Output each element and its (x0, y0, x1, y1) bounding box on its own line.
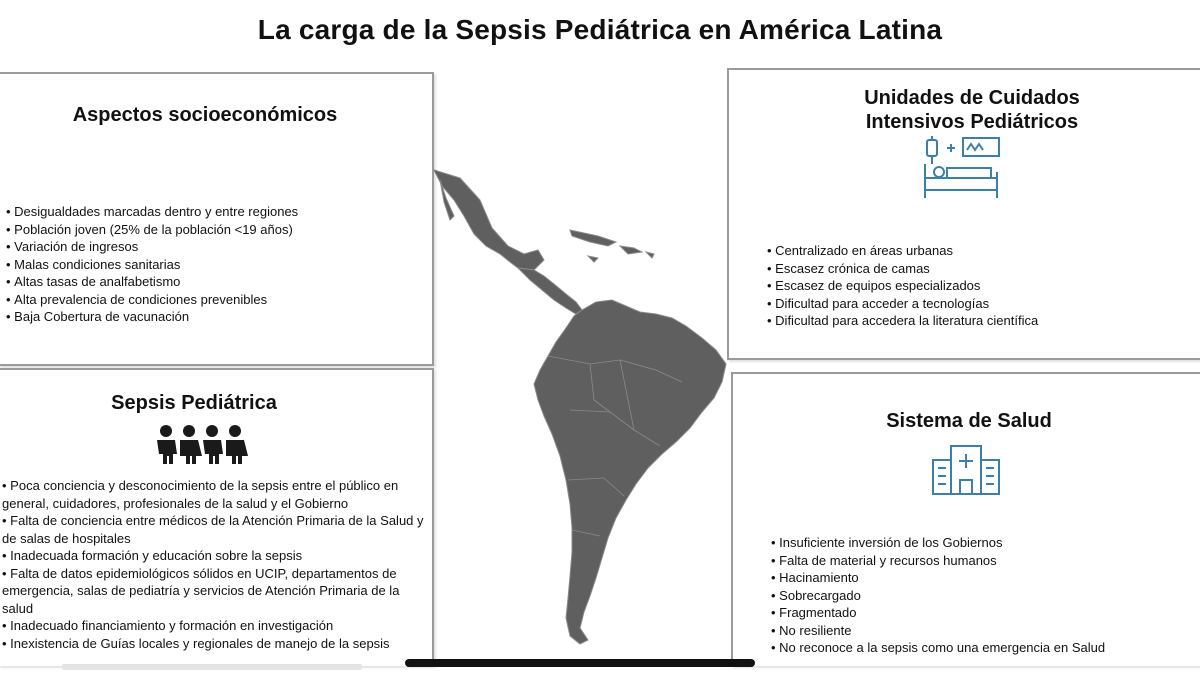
page-title: La carga de la Sepsis Pediátrica en América Latina (257, 14, 943, 45)
socioeconomic-panel (0, 72, 434, 366)
list-item: • Falta de conciencia entre médicos de la Atención Primaria de la Salud y de salas de hospitales (2, 512, 434, 547)
health-system-panel (731, 372, 1200, 666)
horizontal-scroll-indicator[interactable] (405, 659, 755, 667)
picu-heading (729, 86, 1200, 134)
picu-heading-line1: Unidades de Cuidados (864, 87, 1080, 109)
socioeconomic-heading: Aspectos socioeconómicos (72, 104, 338, 126)
list-item: • Inadecuada formación y educación sobre la sepsis (2, 547, 434, 565)
list-item: • No resiliente (771, 622, 1105, 640)
list-item: • Centralizado en áreas urbanas (767, 242, 1038, 260)
list-item: • Altas tasas de analfabetismo (6, 273, 298, 291)
list-item: • Desigualdades marcadas dentro y entre regiones (6, 203, 298, 221)
list-item: • Hacinamiento (771, 569, 1105, 587)
list-item: • Variación de ingresos (6, 238, 298, 256)
list-item: • Dificultad para accedera la literatura científica (767, 312, 1038, 330)
latin-america-map (420, 150, 740, 660)
picu-panel (727, 68, 1200, 360)
list-item: • Falta de material y recursos humanos (771, 552, 1105, 570)
list-item: • Baja Cobertura de vacunación (6, 308, 298, 326)
pediatric-sepsis-list (2, 477, 434, 652)
socioeconomic-list (6, 203, 298, 326)
list-item: • Inadecuado financiamiento y formación en investigación (2, 617, 434, 635)
list-item: • Inexistencia de Guías locales y regionales de manejo de la sepsis (2, 635, 434, 653)
list-item: • Población joven (25% de la población <19 años) (6, 221, 298, 239)
list-item: • No reconoce a la sepsis como una emergencia en Salud (771, 639, 1105, 657)
list-item: • Fragmentado (771, 604, 1105, 622)
pediatric-sepsis-panel (0, 368, 434, 666)
list-item: • Falta de datos epidemiológicos sólidos en UCIP, departamentos de emergencia, salas de pediatría y servicios de Atención Primaria de la salud (2, 565, 434, 618)
list-item: • Insuficiente inversión de los Gobiernos (771, 534, 1105, 552)
picu-heading-line2: Intensivos Pediátricos (865, 111, 1079, 133)
hospital-bed-icon (919, 134, 1003, 206)
children-group-icon (154, 424, 248, 466)
pediatric-sepsis-heading: Sepsis Pediátrica (111, 392, 277, 414)
list-item: • Escasez de equipos especializados (767, 277, 1038, 295)
health-system-heading: Sistema de Salud (886, 410, 1052, 432)
list-item: • Alta prevalencia de condiciones prevenibles (6, 291, 298, 309)
picu-list (767, 242, 1038, 330)
hospital-building-icon (931, 444, 1001, 496)
list-item: • Dificultad para acceder a tecnologías (767, 295, 1038, 313)
health-system-list (771, 534, 1105, 657)
list-item: • Poca conciencia y desconocimiento de la sepsis entre el público en general, cuidadores, profesionales de la salud y el Gobierno (2, 477, 434, 512)
cropped-text-remnant (62, 664, 362, 670)
list-item: • Sobrecargado (771, 587, 1105, 605)
list-item: • Malas condiciones sanitarias (6, 256, 298, 274)
list-item: • Escasez crónica de camas (767, 260, 1038, 278)
